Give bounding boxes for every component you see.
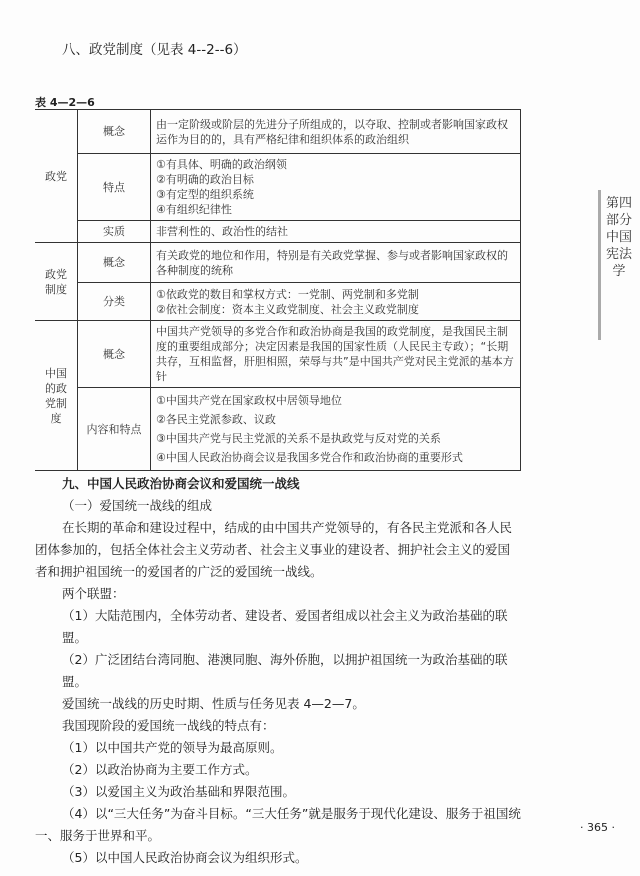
group-label: 政党	[35, 110, 78, 243]
row-label: 内容和特点	[78, 388, 151, 471]
cell	[151, 388, 521, 471]
section-8-title: 八、政党制度（见表 4--2--6）	[62, 42, 247, 58]
row-label: 概念	[78, 110, 151, 154]
item: ②各民主党派参政、议政	[156, 413, 276, 426]
party-system-table	[35, 109, 521, 471]
cell: 由一定阶级或阶层的先进分子所组成的，以夺取、控制或者影响国家政权运作为目的的，具有严格纪律和组织体系的政治组织	[151, 110, 521, 154]
page-number: · 365 ·	[580, 821, 615, 834]
text-line: （1）以中国共产党的领导为最高原则。	[62, 740, 283, 755]
text-line: 两个联盟：	[62, 586, 125, 601]
item: ③中国共产党与民主党派的关系不是执政党与反对党的关系	[156, 432, 441, 445]
item: ①中国共产党在国家政权中居领导地位	[156, 394, 342, 407]
item: ④有组织纪律性	[156, 203, 232, 216]
cell	[151, 154, 521, 221]
row-label: 概念	[78, 243, 151, 283]
group-label: 政党制度	[35, 243, 78, 321]
cell: 非营利性的、政治性的结社	[151, 221, 521, 243]
subheading: （一）爱国统一战线的组成	[62, 498, 213, 513]
text-line: 爱国统一战线的历史时期、性质与任务见表 4—2—7。	[62, 696, 365, 711]
row-label: 概念	[78, 321, 151, 388]
paragraph: 在长期的革命和建设过程中，结成的由中国共产党领导的，有各民主党派和各人民团体参加的，包括全体社会主义劳动者、社会主义事业的建设者、拥护社会主义的爱国者和拥护祖国统一的爱国者的广泛的爱国统一战线。	[35, 520, 513, 579]
cell: 中国共产党领导的多党合作和政治协商是我国的政党制度，是我国民主制度的重要组成部分；决定因素是我国的国家性质（人民民主专政）；“长期共存，互相监督，肝胆相照，荣辱与共”是中国共产党对民主党派的基本方针	[151, 321, 521, 388]
item: ①有具体、明确的政治纲领	[156, 158, 287, 171]
table-caption: 表 4—2—6	[35, 96, 95, 109]
item: ②有明确的政治目标	[156, 173, 254, 186]
row-label: 实质	[78, 221, 151, 243]
text-line: （1）大陆范围内，全体劳动者、建设者、爱国者组成以社会主义为政治基础的联盟。	[62, 608, 508, 645]
side-tab-label: 第四部分 中国宪法学	[605, 196, 632, 279]
item: ③有定型的组织系统	[156, 188, 254, 201]
text-line: （5）以中国人民政治协商会议为组织形式。	[62, 850, 308, 865]
row-label: 特点	[78, 154, 151, 221]
text-line: （4）以“三大任务”为奋斗目标。“三大任务”就是服务于现代化建设、服务于祖国统一、服务于世界和平。	[35, 806, 521, 843]
cell	[151, 283, 521, 321]
group-label: 中国的政党制度	[35, 321, 78, 471]
cell: 有关政党的地位和作用，特别是有关政党掌握、参与或者影响国家政权的各种制度的统称	[151, 243, 521, 283]
text-line: （2）广泛团结台湾同胞、港澳同胞、海外侨胞，以拥护祖国统一为政治基础的联盟。	[62, 652, 508, 689]
text-line: （3）以爱国主义为政治基础和界限范围。	[62, 784, 295, 799]
item: ②依社会制度：资本主义政党制度、社会主义政党制度	[156, 302, 419, 316]
item: ④中国人民政治协商会议是我国多党合作和政治协商的重要形式	[156, 451, 463, 464]
text-line: （2）以政治协商为主要工作方式。	[62, 762, 258, 777]
row-label: 分类	[78, 283, 151, 321]
section-9-title: 九、中国人民政治协商会议和爱国统一战线	[62, 476, 300, 491]
item: ①依政党的数目和掌权方式：一党制、两党制和多党制	[156, 287, 419, 301]
text-line: 我国现阶段的爱国统一战线的特点有：	[62, 718, 275, 733]
side-tab-bar	[598, 190, 601, 340]
